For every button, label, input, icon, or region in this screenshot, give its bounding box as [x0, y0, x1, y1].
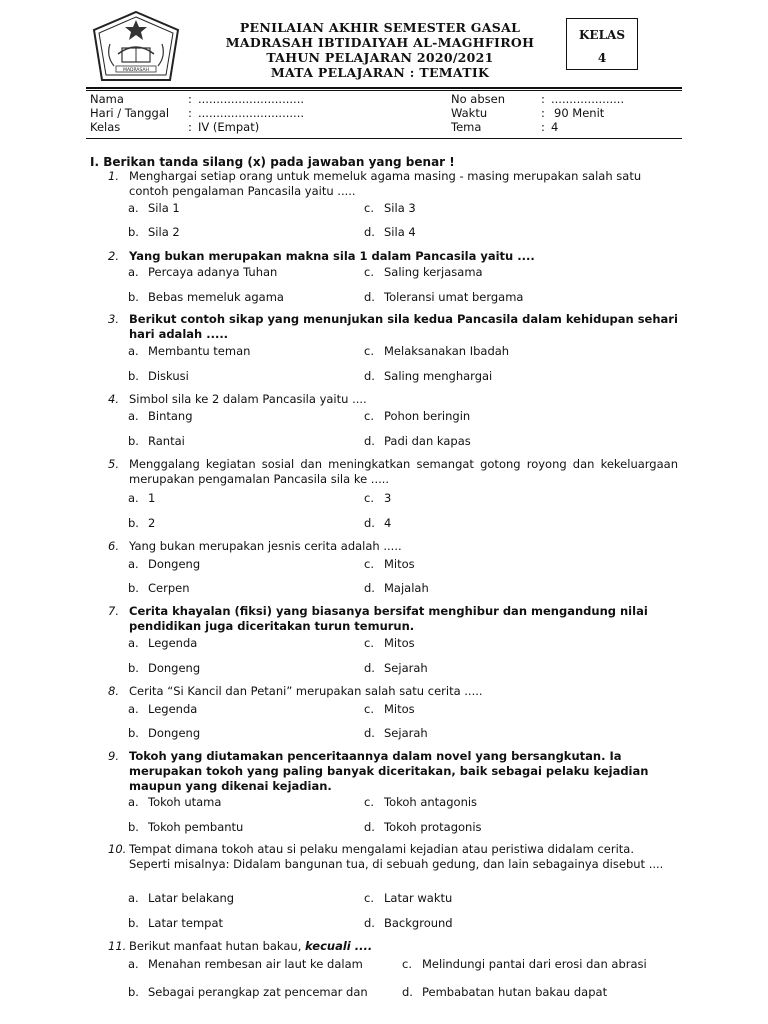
header-rule-thin — [86, 90, 682, 91]
option-text: Pohon beringin — [384, 409, 471, 423]
info-label: Waktu — [451, 106, 488, 120]
option-letter: b. — [128, 726, 139, 740]
option-4a[interactable] — [128, 409, 193, 424]
option-letter: c. — [364, 344, 374, 358]
info-sep: : — [541, 92, 545, 106]
option-letter: a. — [128, 557, 139, 571]
option-11a[interactable] — [128, 957, 363, 972]
option-letter: c. — [364, 409, 374, 423]
option-3a[interactable] — [128, 344, 250, 359]
option-10b[interactable] — [128, 916, 223, 931]
option-letter: d. — [364, 581, 375, 595]
info-tema — [451, 120, 624, 134]
option-9d[interactable] — [364, 820, 482, 835]
option-letter: b. — [128, 225, 139, 239]
student-info-left — [90, 92, 304, 134]
info-sep: : — [541, 120, 545, 134]
option-letter: b. — [128, 581, 139, 595]
option-letter: c. — [364, 636, 374, 650]
question-number: 11. — [108, 939, 127, 953]
question-text: Berikut contoh sikap yang menunjukan sila kedua Pancasila dalam kehidupan sehari hari adalah ..... — [129, 312, 678, 341]
option-9c[interactable] — [364, 795, 477, 810]
option-text: Sebagai perangkap zat pencemar dan — [148, 985, 368, 999]
info-label: Nama — [90, 92, 124, 106]
question-number: 10. — [108, 842, 127, 856]
option-6c[interactable] — [364, 557, 415, 572]
option-letter: a. — [128, 491, 139, 505]
question-text: Menggalang kegiatan sosial dan meningkatkan semangat gotong royong dan kekeluargaan merupakan pengamalan Pancasila sila ke ..... — [129, 457, 678, 486]
option-text: Legenda — [148, 636, 198, 650]
option-text: Dongeng — [148, 726, 201, 740]
option-8b[interactable] — [128, 726, 200, 741]
question-3 — [108, 312, 678, 342]
option-text: Membantu teman — [148, 344, 251, 358]
option-2b[interactable] — [128, 290, 284, 305]
option-1d[interactable] — [364, 225, 416, 240]
option-text: Saling kerjasama — [384, 265, 483, 279]
question-1 — [108, 169, 678, 199]
section-instruction: I. Berikan tanda silang (x) pada jawaban yang benar ! — [90, 155, 455, 169]
question-text: Tempat dimana tokoh atau si pelaku mengalami kejadian atau peristiwa didalam cerita. Seperti misalnya: Didalam bangunan tua, di sebuah gedung, dan lain sebagainya disebut .... — [129, 842, 664, 871]
option-8d[interactable] — [364, 726, 428, 741]
option-text: Sila 1 — [148, 201, 180, 215]
info-label: Kelas — [90, 120, 121, 134]
question-number: 3. — [108, 312, 119, 326]
kelas-value: 4 — [597, 51, 607, 65]
option-text: Sila 4 — [384, 225, 416, 239]
question-text: Cerita khayalan (fiksi) yang biasanya bersifat menghibur dan mengandung nilai pendidikan juga diceritakan turun temurun. — [129, 604, 648, 633]
option-6a[interactable] — [128, 557, 200, 572]
title-line-3: TAHUN PELAJARAN 2020/2021 — [266, 50, 494, 65]
info-value[interactable]: .................... — [551, 92, 625, 106]
option-6b[interactable] — [128, 581, 190, 596]
option-letter: a. — [128, 891, 139, 905]
question-text: Menghargai setiap orang untuk memeluk agama masing - masing merupakan salah satu contoh pengalaman Pancasila yaitu ..... — [129, 169, 642, 198]
option-5b[interactable] — [128, 516, 155, 531]
option-text: Bintang — [148, 409, 193, 423]
question-number: 7. — [108, 604, 119, 618]
option-letter: c. — [364, 265, 374, 279]
option-letter: d. — [364, 290, 375, 304]
option-1a[interactable] — [128, 201, 180, 216]
info-nama — [90, 92, 304, 106]
option-letter: b. — [128, 434, 139, 448]
option-letter: b. — [128, 290, 139, 304]
option-letter: c. — [364, 702, 374, 716]
question-number: 2. — [108, 249, 119, 263]
question-4 — [108, 392, 678, 407]
question-2 — [108, 249, 678, 264]
option-letter: d. — [364, 369, 375, 383]
option-letter: b. — [128, 661, 139, 675]
title-line-2: MADRASAH IBTIDAIYAH AL-MAGHFIROH — [225, 35, 535, 50]
option-text: Mitos — [384, 702, 415, 716]
option-text: Sejarah — [384, 661, 428, 675]
option-text: Diskusi — [148, 369, 189, 383]
option-text: 2 — [148, 516, 156, 530]
option-letter: b. — [128, 820, 139, 834]
question-text: Yang bukan merupakan makna sila 1 dalam Pancasila yaitu .... — [129, 249, 535, 263]
option-7d[interactable] — [364, 661, 428, 676]
option-text: Bebas memeluk agama — [148, 290, 284, 304]
option-11b[interactable] — [128, 985, 368, 1000]
info-no-absen — [451, 92, 624, 106]
option-letter: d. — [364, 661, 375, 675]
option-7b[interactable] — [128, 661, 200, 676]
option-letter: d. — [402, 985, 413, 999]
option-text: Sila 3 — [384, 201, 416, 215]
option-8a[interactable] — [128, 702, 197, 717]
svg-text:MADRASAH: MADRASAH — [123, 68, 149, 73]
info-waktu — [451, 106, 624, 120]
question-text — [129, 939, 678, 954]
question-text: Tokoh yang diutamakan penceritaannya dalam novel yang bersangkutan. Ia merupakan tokoh yang paling banyak diceritakan, baik sebagai pelaku kejadian maupun yang dikenai kejadian. — [129, 749, 649, 793]
option-text: Latar tempat — [148, 916, 224, 930]
option-letter: d. — [364, 916, 375, 930]
option-text: 4 — [384, 516, 392, 530]
option-text: Menahan rembesan air laut ke dalam — [148, 957, 363, 971]
question-number: 6. — [108, 539, 119, 553]
option-text: Tokoh pembantu — [148, 820, 244, 834]
option-text: 1 — [148, 491, 156, 505]
option-text: Melindungi pantai dari erosi dan abrasi — [422, 957, 647, 971]
question-number: 5. — [108, 457, 119, 471]
option-text: 3 — [384, 491, 392, 505]
question-9 — [108, 749, 678, 794]
option-text: Rantai — [148, 434, 185, 448]
option-7a[interactable] — [128, 636, 197, 651]
info-rule — [86, 138, 682, 139]
info-value: IV (Empat) — [198, 120, 260, 134]
option-11c[interactable] — [402, 957, 647, 972]
option-3b[interactable] — [128, 369, 189, 384]
student-info-right — [451, 92, 624, 134]
info-label: No absen — [451, 92, 505, 106]
option-4b[interactable] — [128, 434, 185, 449]
option-5a[interactable] — [128, 491, 155, 506]
option-letter: d. — [364, 225, 375, 239]
option-letter: c. — [402, 957, 412, 971]
question-text: Yang bukan merupakan jesnis cerita adalah ..... — [129, 539, 402, 553]
title-line-4: MATA PELAJARAN : TEMATIK — [270, 65, 490, 80]
option-9b[interactable] — [128, 820, 243, 835]
option-11d[interactable] — [402, 985, 607, 1000]
option-7c[interactable] — [364, 636, 415, 651]
option-letter: a. — [128, 957, 139, 971]
option-10d[interactable] — [364, 916, 453, 931]
option-text: Legenda — [148, 702, 198, 716]
option-text: Mitos — [384, 636, 415, 650]
info-label: Hari / Tanggal — [90, 106, 170, 120]
option-text: Background — [384, 916, 453, 930]
option-text: Saling menghargai — [384, 369, 493, 383]
option-letter: a. — [128, 265, 139, 279]
option-1c[interactable] — [364, 201, 416, 216]
option-text: Dongeng — [148, 557, 201, 571]
option-3d[interactable] — [364, 369, 492, 384]
option-letter: d. — [364, 820, 375, 834]
option-letter: a. — [128, 636, 139, 650]
option-6d[interactable] — [364, 581, 429, 596]
madrasah-logo — [92, 10, 180, 84]
option-text: Toleransi umat bergama — [384, 290, 524, 304]
question-text: Simbol sila ke 2 dalam Pancasila yaitu .... — [129, 392, 367, 406]
option-text: Majalah — [384, 581, 429, 595]
option-letter: b. — [128, 516, 139, 530]
question-number: 8. — [108, 684, 119, 698]
header-rule-thick — [86, 87, 682, 89]
option-4c[interactable] — [364, 409, 470, 424]
option-text: Mitos — [384, 557, 415, 571]
question-text-main: Berikut manfaat hutan bakau, — [129, 939, 302, 953]
option-letter: c. — [364, 491, 374, 505]
info-hari-tanggal — [90, 106, 304, 120]
info-sep: : — [188, 106, 192, 120]
option-text: Percaya adanya Tuhan — [148, 265, 278, 279]
option-10c[interactable] — [364, 891, 452, 906]
option-letter: b. — [128, 369, 139, 383]
option-3c[interactable] — [364, 344, 509, 359]
option-text: Padi dan kapas — [384, 434, 471, 448]
option-4d[interactable] — [364, 434, 471, 449]
option-letter: c. — [364, 795, 374, 809]
option-text: Sila 2 — [148, 225, 180, 239]
question-5 — [108, 457, 678, 487]
option-letter: a. — [128, 344, 139, 358]
question-text-emphasis: kecuali .... — [305, 939, 373, 953]
option-text: Latar waktu — [384, 891, 453, 905]
option-2d[interactable] — [364, 290, 523, 305]
exam-title — [190, 20, 570, 80]
option-text: Latar belakang — [148, 891, 235, 905]
option-letter: a. — [128, 702, 139, 716]
option-2c[interactable] — [364, 265, 483, 280]
info-value[interactable]: ............................. — [198, 92, 305, 106]
option-text: Cerpen — [148, 581, 190, 595]
option-text: Melaksanakan Ibadah — [384, 344, 510, 358]
question-10 — [108, 842, 678, 872]
info-sep: : — [188, 92, 192, 106]
option-text: Sejarah — [384, 726, 428, 740]
info-label: Tema — [451, 120, 482, 134]
question-11 — [108, 939, 678, 954]
option-letter: d. — [364, 516, 375, 530]
option-5c[interactable] — [364, 491, 391, 506]
option-letter: b. — [128, 916, 139, 930]
info-sep: : — [541, 106, 545, 120]
option-letter: c. — [364, 891, 374, 905]
option-text: Tokoh protagonis — [384, 820, 482, 834]
question-8 — [108, 684, 678, 699]
question-7 — [108, 604, 678, 634]
info-sep: : — [188, 120, 192, 134]
option-8c[interactable] — [364, 702, 415, 717]
option-text: Tokoh utama — [148, 795, 222, 809]
question-number: 4. — [108, 392, 119, 406]
option-2a[interactable] — [128, 265, 277, 280]
exam-header — [0, 0, 768, 90]
option-5d[interactable] — [364, 516, 391, 531]
option-1b[interactable] — [128, 225, 180, 240]
info-kelas — [90, 120, 304, 134]
option-9a[interactable] — [128, 795, 221, 810]
option-letter: d. — [364, 434, 375, 448]
info-value: 90 Menit — [554, 106, 605, 120]
kelas-label: KELAS — [579, 28, 625, 42]
option-letter: a. — [128, 795, 139, 809]
question-number: 1. — [108, 169, 119, 183]
option-letter: d. — [364, 726, 375, 740]
option-text: Dongeng — [148, 661, 201, 675]
info-value[interactable]: ............................. — [198, 106, 305, 120]
option-letter: a. — [128, 409, 139, 423]
title-line-1: PENILAIAN AKHIR SEMESTER GASAL — [239, 20, 521, 35]
question-text: Cerita “Si Kancil dan Petani” merupakan salah satu cerita ..... — [129, 684, 483, 698]
option-text: Pembabatan hutan bakau dapat — [422, 985, 608, 999]
option-10a[interactable] — [128, 891, 234, 906]
option-letter: c. — [364, 201, 374, 215]
info-value: 4 — [551, 120, 559, 134]
option-letter: b. — [128, 985, 139, 999]
option-letter: a. — [128, 201, 139, 215]
option-text: Tokoh antagonis — [384, 795, 478, 809]
question-number: 9. — [108, 749, 119, 763]
option-letter: c. — [364, 557, 374, 571]
kelas-box — [566, 18, 638, 70]
question-6 — [108, 539, 678, 554]
